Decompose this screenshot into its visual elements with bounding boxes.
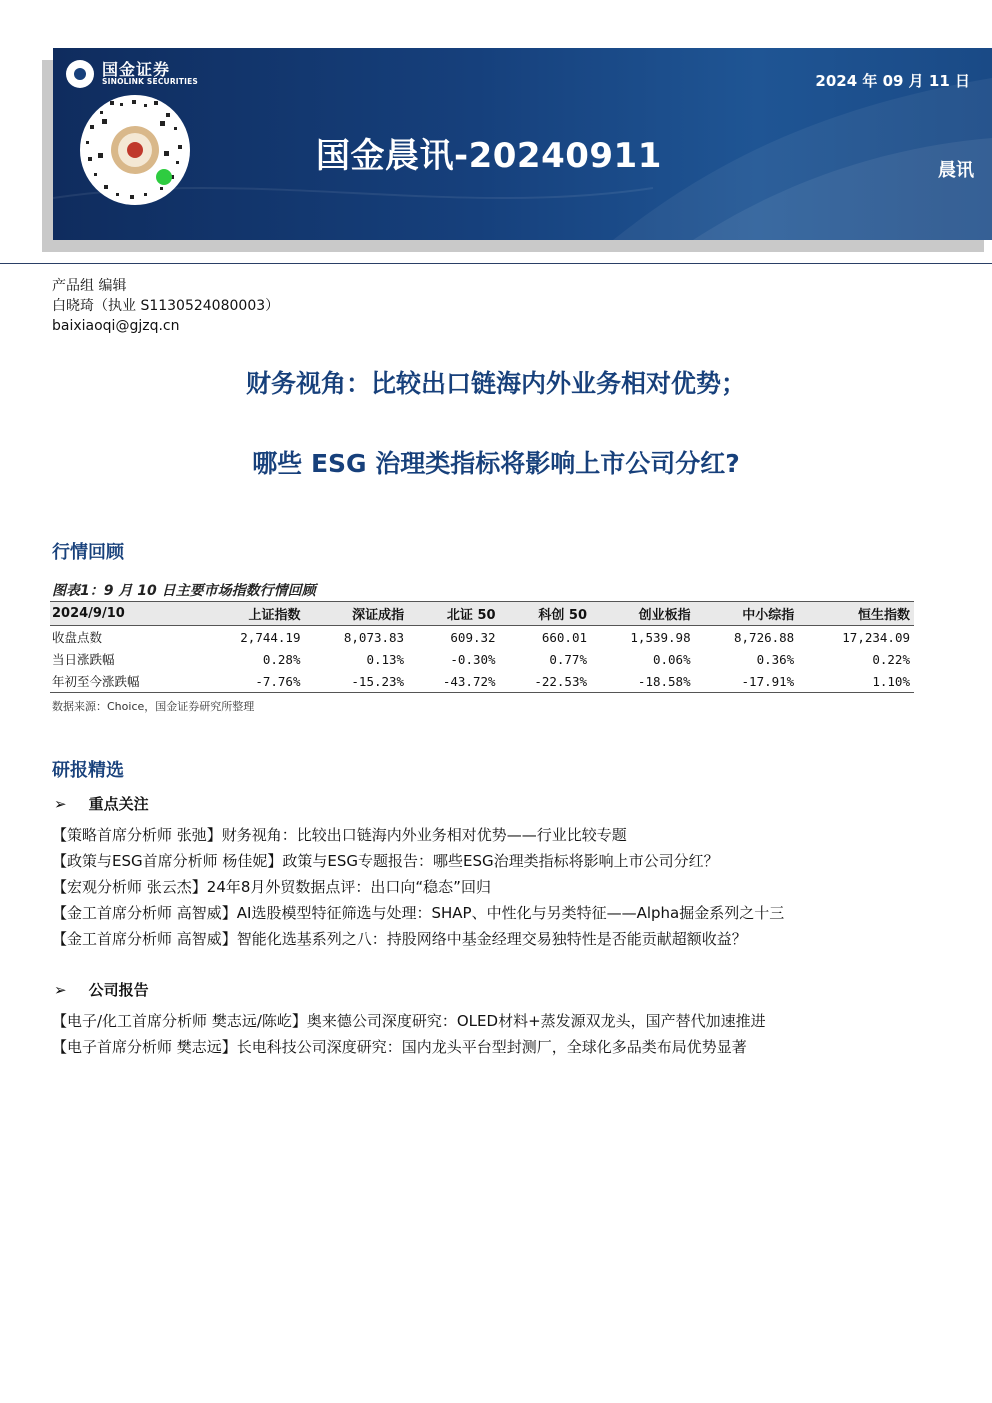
row-label: 年初至今涨跌幅	[50, 670, 201, 693]
col-header: 深证成指	[304, 602, 408, 626]
table-cell: 1,539.98	[630, 629, 691, 645]
focus-subsection-title	[54, 793, 149, 814]
table-cell: 609.32	[450, 629, 496, 645]
table-cell: 0.77%	[549, 651, 587, 667]
table-row	[50, 648, 914, 670]
report-link[interactable]: 【策略首席分析师 张弛】财务视角：比较出口链海内外业务相对优势——行业比较专题	[52, 826, 627, 844]
editor-email[interactable]: baixiaoqi@gjzq.cn	[52, 318, 180, 334]
figure-caption: 图表1：9 月 10 日主要市场指数行情回顾	[52, 583, 316, 599]
col-header: 中小综指	[695, 602, 799, 626]
company-report-list	[52, 1008, 766, 1060]
logo-cn-text: 国金证券	[102, 59, 171, 79]
editor-name: 白晓琦（执业 S1130524080003）	[52, 298, 280, 314]
company-logo	[66, 60, 198, 88]
table-cell: 17,234.09	[842, 629, 910, 645]
qr-pattern	[80, 95, 190, 205]
table-cell: 8,726.88	[734, 629, 795, 645]
row-label: 当日涨跌幅	[52, 652, 115, 667]
table-cell: 0.36%	[756, 651, 795, 667]
editor-info	[52, 276, 279, 336]
table-cell: 1.10%	[798, 670, 914, 693]
table-cell: -0.30%	[450, 651, 496, 667]
table-cell: 660.01	[541, 629, 587, 645]
report-link[interactable]: 【金工首席分析师 高智威】智能化选基系列之八：持股网络中基金经理交易独特性是否能贡献超额收益？	[52, 930, 747, 948]
focus-report-list	[52, 822, 784, 952]
research-section-title: 研报精选	[52, 760, 124, 781]
table-cell: -15.23%	[304, 670, 408, 693]
table-row	[50, 670, 914, 693]
data-source-note: 数据来源：Choice，国金证券研究所整理	[52, 700, 255, 713]
bullet-arrow-icon: ➢	[54, 980, 67, 999]
logo-icon	[66, 60, 94, 88]
header-divider	[0, 263, 992, 264]
market-section-title: 行情回顾	[52, 542, 124, 563]
table-cell: 0.06%	[652, 651, 691, 667]
table-row	[50, 626, 914, 649]
logo-en-text: SINOLINK SECURITIES	[102, 77, 199, 87]
table-cell: -17.91%	[695, 670, 799, 693]
col-header: 北证 50	[408, 602, 499, 626]
table-cell: 0.28%	[262, 651, 301, 667]
report-link[interactable]: 【宏观分析师 张云杰】24年8月外贸数据点评：出口向“稳态”回归	[52, 878, 491, 896]
col-header: 创业板指	[591, 602, 695, 626]
headline-line-1: 财务视角：比较出口链海内外业务相对优势；	[245, 369, 746, 398]
headline-line-2: 哪些 ESG 治理类指标将影响上市公司分红?	[252, 449, 740, 478]
table-cell: 0.22%	[872, 651, 910, 667]
editor-role: 产品组 编辑	[52, 278, 127, 294]
report-link[interactable]: 【电子/化工首席分析师 樊志远/陈屹】奥来德公司深度研究：OLED材料+蒸发源双龙头，国产替代加速推进	[52, 1012, 766, 1030]
report-link[interactable]: 【政策与ESG首席分析师 杨佳妮】政策与ESG专题报告：哪些ESG治理类指标将影响上市公司分红？	[52, 852, 719, 870]
company-subsection-title	[54, 979, 149, 1000]
mini-program-qr-code	[80, 95, 190, 205]
report-title: 国金晨讯-20240911	[316, 136, 662, 176]
market-index-table	[50, 601, 914, 693]
table-cell: -18.58%	[591, 670, 695, 693]
table-cell: -43.72%	[408, 670, 499, 693]
bullet-arrow-icon: ➢	[54, 794, 67, 813]
row-label: 收盘点数	[52, 630, 103, 645]
table-cell: 2,744.19	[240, 629, 301, 645]
table-cell: -22.53%	[500, 670, 591, 693]
table-header-row	[50, 602, 914, 626]
table-cell: 8,073.83	[343, 629, 405, 645]
col-header: 恒生指数	[798, 602, 914, 626]
report-date: 2024 年 09 月 11 日	[815, 72, 970, 90]
col-header: 上证指数	[201, 602, 305, 626]
col-header: 科创 50	[500, 602, 591, 626]
report-type-tag: 晨讯	[938, 160, 974, 181]
report-link[interactable]: 【金工首席分析师 高智威】AI选股模型特征筛选与处理：SHAP、中性化与另类特征——Alpha掘金系列之十三	[52, 904, 785, 922]
focus-title: 重点关注	[88, 795, 149, 813]
company-title: 公司报告	[88, 981, 149, 999]
table-cell: 0.13%	[366, 651, 405, 667]
table-cell: -7.76%	[201, 670, 305, 693]
col-header: 2024/9/10	[50, 602, 201, 626]
report-link[interactable]: 【电子首席分析师 樊志远】长电科技公司深度研究：国内龙头平台型封测厂，全球化多品类布局优势显著	[52, 1038, 747, 1056]
